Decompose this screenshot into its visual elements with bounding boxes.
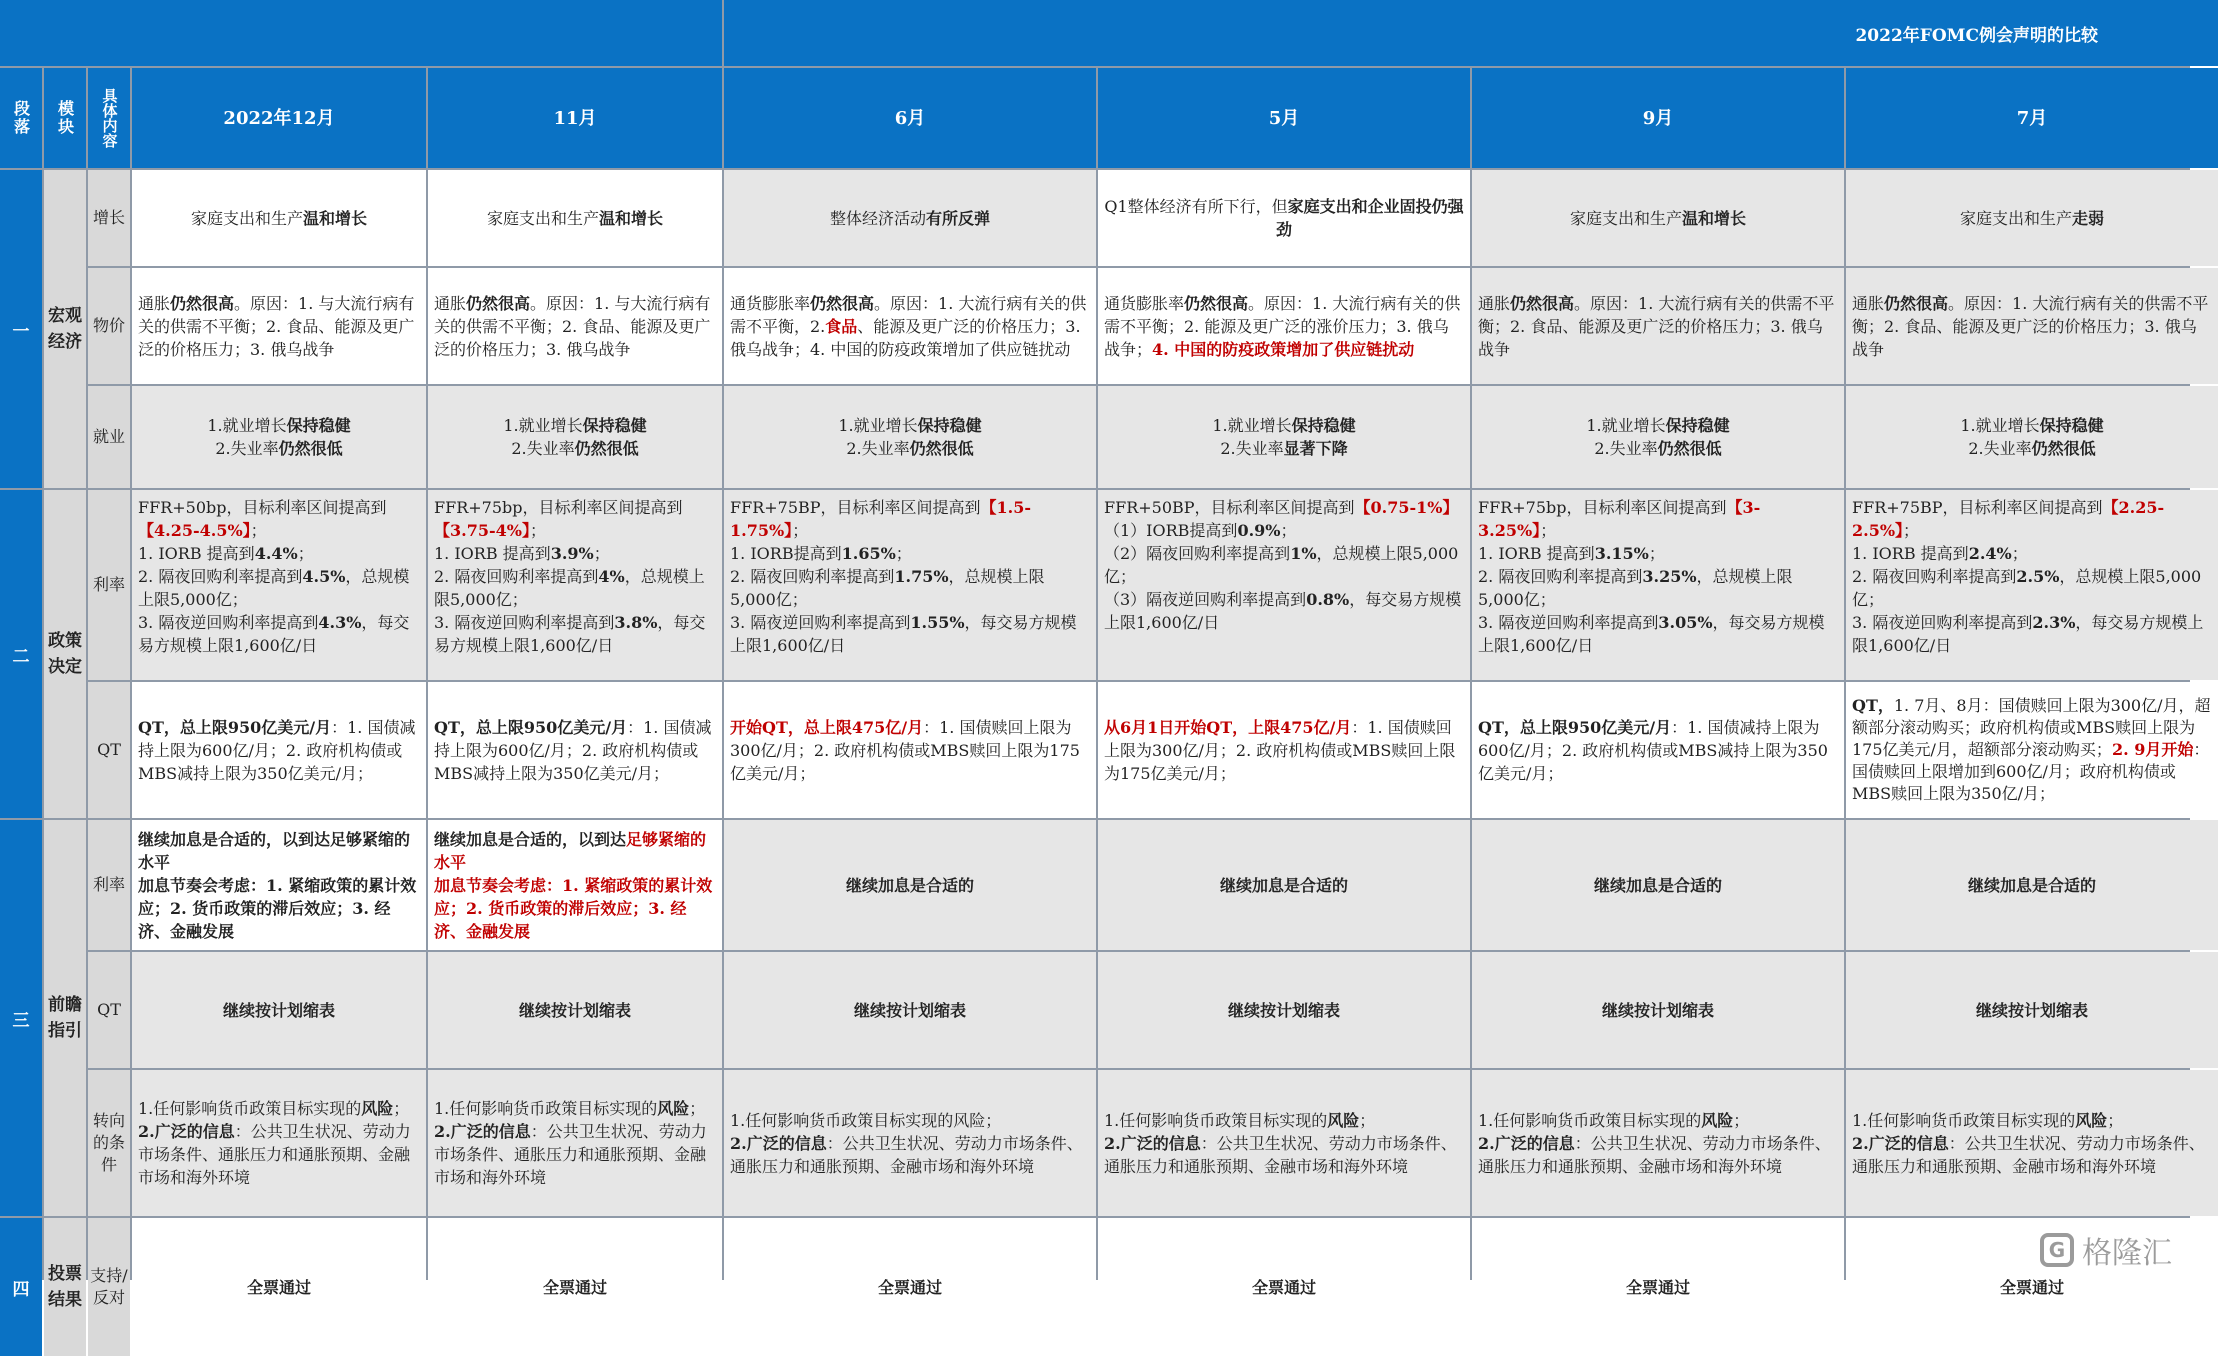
- text: 。原因：1. 与大流行病有关的供需不平衡；2. 食品、能源及更广泛的价格压力；3. 俄乌战争: [434, 293, 711, 359]
- text: 1.任何影响货币政策目标实现的风险；: [730, 1110, 1002, 1130]
- highlight-text: 【0.75-1%】: [1354, 498, 1459, 517]
- row-label-rate: 利率: [88, 490, 130, 680]
- text: ；: [1648, 544, 1665, 563]
- bold-text: 仍然很高: [1510, 293, 1575, 313]
- rate-cell-jul: FFR+75BP，目标利率区间提高到【2.25-2.5%】； 1. IORB 提高到2.4%； 2. 隔夜回购利率提高到2.5%，总规模上限5,000亿； 3. 隔夜逆回购利率提高到2.3%，每交易方规模上限1,600亿/日: [1846, 490, 2218, 680]
- bold-text: 仍然很低: [909, 439, 974, 458]
- bold-text: 4.5%: [302, 567, 346, 586]
- guidance-rate-cell-dec: [132, 820, 426, 950]
- growth-cell-nov: [428, 170, 722, 266]
- text: ，每交易方规模上限1,600亿/日: [434, 613, 706, 655]
- text: ，总规模上限5,000亿；: [1478, 567, 1793, 609]
- module-macro: 宏观经济: [44, 170, 86, 488]
- text: ；: [297, 544, 314, 563]
- text: ：公共卫生状况、劳动力市场条件、通胀压力和通胀预期、金融市场和海外环境: [138, 1122, 411, 1187]
- growth-cell-dec: [132, 170, 426, 266]
- vote-cell-sep: 全票通过: [1472, 1218, 1844, 1356]
- text: ，总规模上限5,000亿；: [1852, 567, 2202, 609]
- text: FFR+50bp，目标利率区间提高到: [138, 498, 387, 517]
- row-label-price: 物价: [88, 268, 130, 384]
- bold-text: 4.3%: [318, 613, 362, 632]
- price-cell-dec: [132, 268, 426, 384]
- highlight-text: 2. 9月开始: [2111, 740, 2194, 759]
- guidance-rate-cell-jun: 继续加息是合适的: [724, 820, 1096, 950]
- bold-text: 3.15%: [1594, 544, 1649, 563]
- text: ：1. 国债减持上限为600亿/月；2. 政府机构债或MBS减持上限为350亿美元/月；: [1478, 717, 1828, 783]
- row-label-growth: 增长: [88, 170, 130, 266]
- top-bar-left: [0, 0, 722, 66]
- bold-text: 2.广泛的信息: [1104, 1133, 1201, 1153]
- text: 1.就业增长: [207, 416, 287, 435]
- text: 1.任何影响货币政策目标实现的: [1478, 1110, 1702, 1130]
- row-label-qt: QT: [88, 682, 130, 818]
- bold-text: 2.4%: [1968, 544, 2012, 563]
- text: 1. 7月、8月：国债赎回上限为300亿/月，超额部分滚动购买；政府机构债或MBS赎回上限为175亿美元/月，超额部分滚动购买；: [1852, 696, 2211, 759]
- bold-text: 4.4%: [254, 544, 298, 563]
- bold-text: 风险: [2075, 1110, 2108, 1130]
- text: 。原因：1. 大流行病有关的供需不平衡；2. 食品、能源及更广泛的价格压力；3. 俄乌战争: [1478, 293, 1835, 359]
- bold-text: 0.8%: [1306, 590, 1350, 609]
- text: ，总规模上限5,000亿；: [730, 567, 1045, 609]
- highlight-text: 【3.75-4%】: [434, 521, 530, 540]
- bold-text: 保持稳健: [1291, 416, 1356, 435]
- bold-text: 继续加息是合适的，以到达: [434, 829, 627, 849]
- row-label-employment: 就业: [88, 386, 130, 488]
- qt-cell-may: [1098, 682, 1470, 818]
- highlight-text: 4. 中国的防疫政策增加了供应链扰动: [1152, 339, 1415, 359]
- bold-text: 3.05%: [1658, 613, 1713, 632]
- text: ：1. 国债赎回上限为300亿/月；2. 政府机构债或MBS赎回上限为175亿美元/月；: [730, 717, 1080, 783]
- text: ，总规模上限5,000亿；: [138, 567, 410, 609]
- text: 2. 隔夜回购利率提高到: [434, 567, 599, 586]
- highlight-text: 【2.25-2.5%】: [1852, 498, 2165, 540]
- qt-cell-nov: [428, 682, 722, 818]
- text: ，每交易方规模上限1,600亿/日: [1852, 613, 2204, 655]
- text: 整体经济活动: [829, 208, 926, 228]
- bold-text: 温和增长: [599, 208, 664, 228]
- text: 通胀: [138, 293, 171, 313]
- bold-text: 保持稳健: [1665, 416, 1730, 435]
- bold-text: 2.5%: [2016, 567, 2060, 586]
- header-col-dec: 2022年12月: [132, 68, 426, 168]
- watermark: [2040, 1228, 2172, 1272]
- text: FFR+75bp，目标利率区间提高到: [1478, 498, 1727, 517]
- guidance-qt-cell-jul: 继续按计划缩表: [1846, 952, 2218, 1068]
- highlight-text: 开始QT，总上限475亿/月: [730, 717, 924, 737]
- vote-cell-nov: 全票通过: [428, 1218, 722, 1356]
- watermark-text: 格隆汇: [2082, 1236, 2172, 1271]
- bold-text: 保持稳健: [2039, 416, 2104, 435]
- text: 家庭支出和生产: [190, 208, 303, 228]
- highlight-text: 【1.5-1.75%】: [730, 498, 1032, 540]
- header-col-nov: 11月: [428, 68, 722, 168]
- section-number-2: 二: [0, 490, 42, 818]
- bold-text: 2.广泛的信息: [138, 1122, 235, 1141]
- bold-text: 保持稳健: [286, 416, 351, 435]
- watermark-logo-icon: G: [2040, 1233, 2074, 1267]
- text: 1.任何影响货币政策目标实现的: [138, 1099, 362, 1118]
- text: ；: [1733, 1110, 1750, 1130]
- header-col-sep: 9月: [1472, 68, 1844, 168]
- rate-cell-nov: FFR+75bp，目标利率区间提高到【3.75-4%】； 1. IORB 提高到3.9%； 2. 隔夜回购利率提高到4%，总规模上限5,000亿； 3. 隔夜逆回购利率提高到3.8%，每交易方规模上限1,600亿/日: [428, 490, 722, 680]
- bold-text: 0.9%: [1237, 521, 1281, 540]
- text: FFR+75BP，目标利率区间提高到: [1852, 498, 2103, 517]
- text: ：公共卫生状况、劳动力市场条件、通胀压力和通胀预期、金融市场和海外环境: [730, 1133, 1083, 1176]
- bold-text: 加息节奏会考虑：1. 紧缩政策的累计效应；2. 货币政策的滞后效应；3. 经济、金融发展: [138, 875, 417, 941]
- text: 2.失业率: [1968, 439, 2032, 458]
- bold-text: 仍然很高: [1884, 293, 1949, 313]
- bold-text: 温和增长: [303, 208, 368, 228]
- text: ；: [895, 544, 912, 563]
- bold-text: 2.广泛的信息: [1478, 1133, 1575, 1153]
- bold-text: QT，: [1852, 696, 1894, 715]
- vote-cell-jun: 全票通过: [724, 1218, 1096, 1356]
- rate-cell-may: [1098, 490, 1470, 680]
- bold-text: 仍然很低: [574, 439, 639, 458]
- text: 1.就业增长: [838, 416, 918, 435]
- section-number-3: 三: [0, 820, 42, 1216]
- text: 家庭支出和生产: [1959, 208, 2072, 228]
- bold-text: QT，总上限950亿美元/月: [434, 717, 628, 737]
- header-content: 具体内容: [88, 68, 130, 168]
- bold-text: QT，总上限950亿美元/月: [138, 717, 332, 737]
- text: 家庭支出和生产: [486, 208, 599, 228]
- header-col-jul: 7月: [1846, 68, 2218, 168]
- bold-text: 仍然很高: [170, 293, 235, 313]
- rate-cell-dec: FFR+50bp，目标利率区间提高到【4.25-4.5%】； 1. IORB 提高到4.4%； 2. 隔夜回购利率提高到4.5%，总规模上限5,000亿； 3. 隔夜逆回购利率提高到4.3%，每交易方规模上限1,600亿/日: [132, 490, 426, 680]
- employment-cell-nov: [428, 386, 722, 488]
- employment-cell-jul: [1846, 386, 2218, 488]
- text: 1.任何影响货币政策目标实现的: [1104, 1110, 1328, 1130]
- bold-text: 仍然很高: [466, 293, 531, 313]
- guidance-qt-cell-may: 继续按计划缩表: [1098, 952, 1470, 1068]
- text: 家庭支出和生产: [1569, 208, 1682, 228]
- bold-text: 3.25%: [1642, 567, 1697, 586]
- module-policy: 政策决定: [44, 490, 86, 818]
- text: ；: [393, 1099, 410, 1118]
- text: 2.失业率: [511, 439, 575, 458]
- row-label-guidance-rate: 利率: [88, 820, 130, 950]
- bold-text: 风险: [1701, 1110, 1734, 1130]
- text: 通胀: [1852, 293, 1885, 313]
- text: FFR+50BP，目标利率区间提高到: [1104, 498, 1355, 517]
- text: ：公共卫生状况、劳动力市场条件、通胀压力和通胀预期、金融市场和海外环境: [1852, 1133, 2205, 1176]
- guidance-rate-cell-jul: 继续加息是合适的: [1846, 820, 2218, 950]
- text: 3. 隔夜逆回购利率提高到: [434, 613, 615, 632]
- employment-cell-sep: [1472, 386, 1844, 488]
- turn-cell-nov: [428, 1070, 722, 1216]
- rate-cell-sep: FFR+75bp，目标利率区间提高到【3-3.25%】； 1. IORB 提高到3.15%； 2. 隔夜回购利率提高到3.25%，总规模上限5,000亿； 3. 隔夜逆回购利率提高到3.05%，每交易方规模上限1,600亿/日: [1472, 490, 1844, 680]
- bold-text: 2.3%: [2032, 613, 2076, 632]
- text: ：国债赎回上限增加到600亿/月；政府机构债或MBS赎回上限为350亿/月；: [1852, 740, 2210, 803]
- bold-text: 仍然很低: [1657, 439, 1722, 458]
- text: ：1. 国债减持上限为600亿/月；2. 政府机构债或MBS减持上限为350亿美元/月；: [434, 717, 712, 783]
- text: FFR+75bp，目标利率区间提高到: [434, 498, 683, 517]
- bold-text: 3.9%: [550, 544, 594, 563]
- bold-text: 仍然很低: [2031, 439, 2096, 458]
- module-guidance: 前瞻指引: [44, 820, 86, 1216]
- table-title: 2022年FOMC例会声明的比较: [724, 0, 2218, 66]
- growth-cell-sep: [1472, 170, 1844, 266]
- text: 3. 隔夜逆回购利率提高到: [1852, 613, 2033, 632]
- text: ，每交易方规模上限1,600亿/日: [730, 613, 1077, 655]
- text: 3. 隔夜逆回购利率提高到: [730, 613, 911, 632]
- text: 1. IORB 提高到: [1852, 544, 1969, 563]
- qt-cell-jun: [724, 682, 1096, 818]
- text: 、能源及更广泛的价格压力；3. 俄乌战争；4. 中国的防疫政策增加了供应链扰动: [730, 316, 1081, 359]
- text: 。原因：1. 大流行病有关的供需不平衡；2. 食品、能源及更广泛的价格压力；3. 俄乌战争: [1852, 293, 2209, 359]
- bold-text: 2.广泛的信息: [1852, 1133, 1949, 1153]
- header-module: 模块: [44, 68, 86, 168]
- bold-text: 继续加息是合适的，以到达足够紧缩的水平: [138, 829, 411, 872]
- text: ，总规模上限5,000亿；: [434, 567, 705, 609]
- text: 1.就业增长: [1960, 416, 2040, 435]
- text: FFR+75BP，目标利率区间提高到: [730, 498, 981, 517]
- bold-text: 风险: [361, 1099, 394, 1118]
- bold-text: 保持稳健: [917, 416, 982, 435]
- text: ：1. 国债赎回上限为300亿/月；2. 政府机构债或MBS赎回上限为175亿美元/月；: [1104, 717, 1456, 783]
- row-label-vote: 支持/反对: [88, 1218, 130, 1356]
- text: 1.就业增长: [1586, 416, 1666, 435]
- price-cell-may: [1098, 268, 1470, 384]
- text: 1. IORB 提高到: [138, 544, 255, 563]
- text: 1. IORB 提高到: [434, 544, 551, 563]
- bold-text: 4%: [598, 567, 625, 586]
- bold-text: 仍然很高: [1184, 293, 1249, 313]
- guidance-qt-cell-jun: 继续按计划缩表: [724, 952, 1096, 1068]
- row-label-turn-conditions: 转向的条件: [88, 1070, 130, 1216]
- text: ：公共卫生状况、劳动力市场条件、通胀压力和通胀预期、金融市场和海外环境: [434, 1122, 707, 1187]
- bold-text: 1.55%: [910, 613, 965, 632]
- module-vote: 投票结果: [44, 1218, 86, 1356]
- bold-text: QT，总上限950亿美元/月: [1478, 717, 1672, 737]
- text: 。原因：1. 大流行病有关的供需不平衡，2.: [730, 293, 1087, 336]
- text: ；: [593, 544, 610, 563]
- text: 通货膨胀率: [730, 293, 811, 313]
- header-col-may: 5月: [1098, 68, 1470, 168]
- text: 。原因：1. 大流行病有关的供需不平衡；2. 能源及更广泛的涨价压力；3. 俄乌战争；: [1104, 293, 1461, 359]
- price-cell-nov: [428, 268, 722, 384]
- text: （3）隔夜逆回购利率提高到: [1104, 590, 1307, 609]
- bold-text: 有所反弹: [926, 208, 991, 228]
- text: ：1. 国债减持上限为600亿/月；2. 政府机构债或MBS减持上限为350亿美元/月；: [138, 717, 416, 783]
- text: 2. 隔夜回购利率提高到: [1852, 567, 2017, 586]
- text: ；: [1359, 1110, 1376, 1130]
- text: 2. 隔夜回购利率提高到: [138, 567, 303, 586]
- growth-cell-jul: [1846, 170, 2218, 266]
- text: 2.失业率: [1594, 439, 1658, 458]
- text: 2.失业率: [1220, 439, 1284, 458]
- employment-cell-jun: [724, 386, 1096, 488]
- vote-cell-dec: 全票通过: [132, 1218, 426, 1356]
- text: 2.失业率: [846, 439, 910, 458]
- text: ；: [2107, 1110, 2124, 1130]
- bold-text: 温和增长: [1682, 208, 1747, 228]
- highlight-text: 食品: [825, 316, 858, 336]
- guidance-rate-cell-nov: [428, 820, 722, 950]
- qt-cell-sep: [1472, 682, 1844, 818]
- turn-cell-may: [1098, 1070, 1470, 1216]
- text: 2. 隔夜回购利率提高到: [730, 567, 895, 586]
- text: ：公共卫生状况、劳动力市场条件、通胀压力和通胀预期、金融市场和海外环境: [1104, 1133, 1457, 1176]
- vote-cell-jul: 全票通过: [1846, 1218, 2218, 1356]
- text: 2.失业率: [215, 439, 279, 458]
- text: 1.就业增长: [503, 416, 583, 435]
- bold-text: 2.广泛的信息: [434, 1122, 531, 1141]
- header-col-jun: 6月: [724, 68, 1096, 168]
- bold-text: 风险: [657, 1099, 690, 1118]
- bold-text: 1.75%: [894, 567, 949, 586]
- row-label-guidance-qt: QT: [88, 952, 130, 1068]
- header-segment: 段落: [0, 68, 42, 168]
- price-cell-jul: [1846, 268, 2218, 384]
- bold-text: 风险: [1327, 1110, 1360, 1130]
- text: ：公共卫生状况、劳动力市场条件、通胀压力和通胀预期、金融市场和海外环境: [1478, 1133, 1831, 1176]
- text: 通胀: [1478, 293, 1511, 313]
- text: ；: [2011, 544, 2028, 563]
- section-number-1: 一: [0, 170, 42, 488]
- bold-text: 走弱: [2072, 208, 2105, 228]
- guidance-qt-cell-sep: 继续按计划缩表: [1472, 952, 1844, 1068]
- bold-text: 3.8%: [614, 613, 658, 632]
- guidance-qt-cell-nov: 继续按计划缩表: [428, 952, 722, 1068]
- highlight-text: 【4.25-4.5%】: [138, 521, 251, 540]
- text: 1. IORB 提高到: [1478, 544, 1595, 563]
- text: 2. 隔夜回购利率提高到: [1478, 567, 1643, 586]
- text: 1.就业增长: [1212, 416, 1292, 435]
- turn-cell-dec: [132, 1070, 426, 1216]
- employment-cell-dec: [132, 386, 426, 488]
- highlight-text: 加息节奏会考虑：1. 紧缩政策的累计效应；2. 货币政策的滞后效应；3. 经济、金融发展: [434, 875, 713, 941]
- rate-cell-jun: FFR+75BP，目标利率区间提高到【1.5-1.75%】； 1. IORB提高到1.65%； 2. 隔夜回购利率提高到1.75%，总规模上限5,000亿； 3. 隔夜逆回购利率提高到1.55%，每交易方规模上限1,600亿/日: [724, 490, 1096, 680]
- text: 通胀: [434, 293, 467, 313]
- section-number-4: 四: [0, 1218, 42, 1356]
- text: 1.任何影响货币政策目标实现的: [434, 1099, 658, 1118]
- turn-cell-jul: [1846, 1070, 2218, 1216]
- text: Q1整体经济有所下行，但: [1104, 197, 1288, 216]
- price-cell-jun: [724, 268, 1096, 384]
- bold-text: 1.65%: [841, 544, 896, 563]
- turn-cell-sep: [1472, 1070, 1844, 1216]
- text: ；: [689, 1099, 706, 1118]
- text: （1）IORB提高到: [1104, 521, 1238, 540]
- qt-cell-jul: [1846, 682, 2218, 818]
- price-cell-sep: [1472, 268, 1844, 384]
- text: ，每交易方规模上限1,600亿/日: [138, 613, 410, 655]
- bold-text: 保持稳健: [582, 416, 647, 435]
- highlight-text: 足够紧缩的水平: [434, 829, 707, 872]
- text: 3. 隔夜逆回购利率提高到: [1478, 613, 1659, 632]
- qt-cell-dec: [132, 682, 426, 818]
- bold-text: 仍然很低: [278, 439, 343, 458]
- vote-cell-may: 全票通过: [1098, 1218, 1470, 1356]
- bold-text: 2.广泛的信息: [730, 1133, 827, 1153]
- guidance-rate-cell-sep: 继续加息是合适的: [1472, 820, 1844, 950]
- turn-cell-jun: [724, 1070, 1096, 1216]
- text: ，总规模上限5,000亿；: [1104, 544, 1459, 586]
- highlight-text: 【3-3.25%】: [1478, 498, 1761, 540]
- text: 1. IORB提高到: [730, 544, 842, 563]
- guidance-qt-cell-dec: 继续按计划缩表: [132, 952, 426, 1068]
- guidance-rate-cell-may: 继续加息是合适的: [1098, 820, 1470, 950]
- text: 通货膨胀率: [1104, 293, 1185, 313]
- bold-text: 家庭支出和企业固投仍强劲: [1275, 197, 1464, 239]
- text: （2）隔夜回购利率提高到: [1104, 544, 1291, 563]
- text: ；: [1280, 521, 1297, 540]
- growth-cell-may: [1098, 170, 1470, 266]
- text: ，每交易方规模上限1,600亿/日: [1104, 590, 1462, 632]
- bold-text: 1%: [1290, 544, 1317, 563]
- text: 。原因：1. 与大流行病有关的供需不平衡；2. 食品、能源及更广泛的价格压力；3. 俄乌战争: [138, 293, 415, 359]
- text: ，每交易方规模上限1,600亿/日: [1478, 613, 1825, 655]
- bold-text: 显著下降: [1283, 439, 1348, 458]
- growth-cell-jun: [724, 170, 1096, 266]
- text: 3. 隔夜逆回购利率提高到: [138, 613, 319, 632]
- text: 1.任何影响货币政策目标实现的: [1852, 1110, 2076, 1130]
- highlight-text: 从6月1日开始QT，上限475亿/月: [1104, 717, 1352, 737]
- bold-text: 仍然很高: [810, 293, 875, 313]
- employment-cell-may: [1098, 386, 1470, 488]
